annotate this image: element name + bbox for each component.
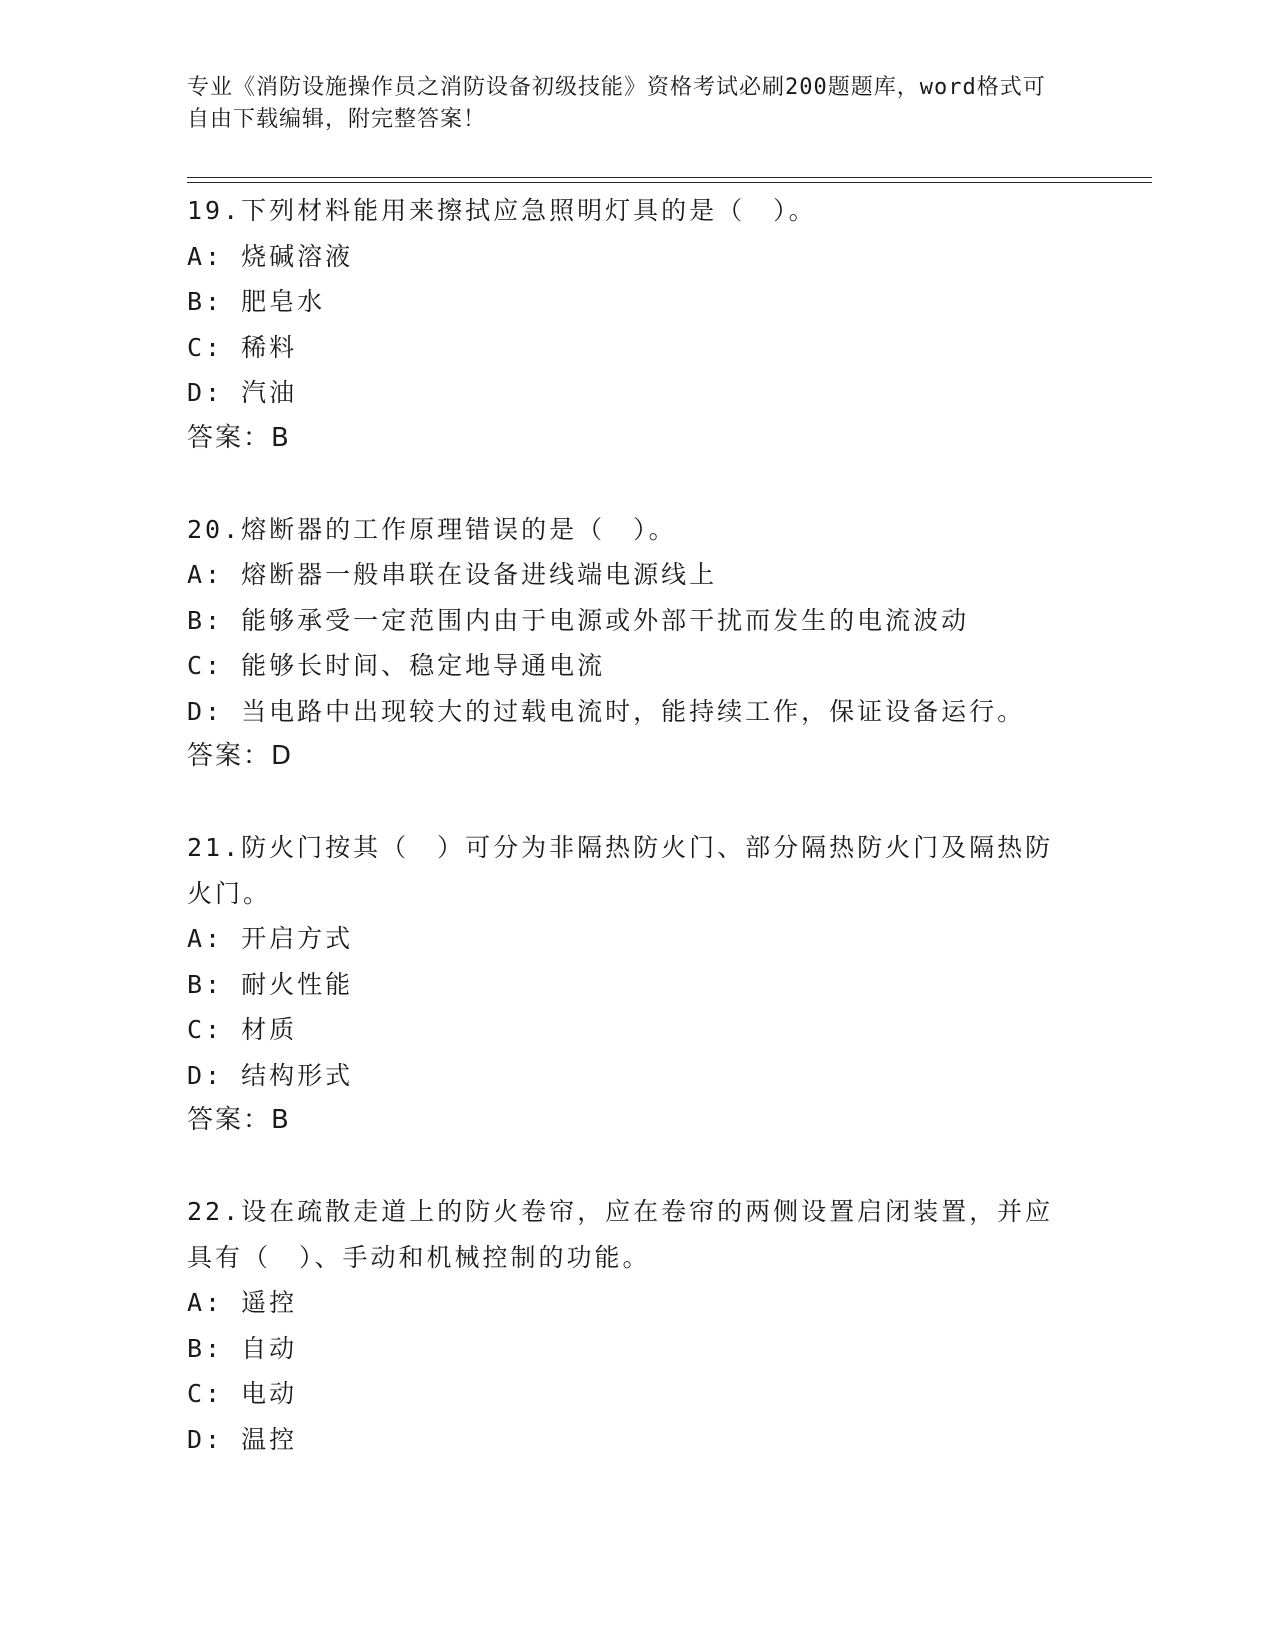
option-d: D: 温控 <box>187 1424 298 1454</box>
option-c: C: 稀料 <box>187 332 298 362</box>
question-spacer <box>187 780 1077 826</box>
answer-line: 答案：B <box>187 1105 291 1135</box>
option-c: C: 材质 <box>187 1015 298 1044</box>
option-d: D: 汽油 <box>187 378 298 407</box>
question-21 <box>187 825 1077 1144</box>
answer-line: 答案：B <box>187 422 291 453</box>
option-b: B: 肥皂水 <box>187 287 326 316</box>
option-d: D: 当电路中出现较大的过载电流时，能持续工作，保证设备运行。 <box>187 696 1026 726</box>
header-divider-top <box>187 177 1152 178</box>
option-a: A: 熔断器一般串联在设备进线端电源线上 <box>187 560 718 589</box>
document-header: 专业《消防设施操作员之消防设备初级技能》资格考试必刷200题题库，word格式可自由下载编辑，附完整答案！ <box>187 75 1046 132</box>
question-spacer <box>187 461 1077 507</box>
option-b: B: 自动 <box>187 1333 298 1363</box>
option-b: B: 能够承受一定范围内由于电源或外部干扰而发生的电流波动 <box>187 605 970 635</box>
option-c: C: 电动 <box>187 1379 298 1408</box>
question-19 <box>187 188 1077 461</box>
option-a: A: 开启方式 <box>187 924 354 953</box>
option-a: A: 烧碱溶液 <box>187 241 354 271</box>
option-a: A: 遥控 <box>187 1288 298 1317</box>
answer-line: 答案：D <box>187 741 294 771</box>
question-20 <box>187 507 1077 780</box>
question-spacer <box>187 1144 1077 1190</box>
header-divider-bottom <box>187 182 1152 183</box>
question-22 <box>187 1189 1077 1462</box>
question-list <box>187 188 1077 1462</box>
option-d: D: 结构形式 <box>187 1060 354 1090</box>
question-stem: 21.防火门按其（ ）可分为非隔热防火门、部分隔热防火门及隔热防火门。 <box>187 833 1054 908</box>
option-c: C: 能够长时间、稳定地导通电流 <box>187 651 606 680</box>
question-stem: 20.熔断器的工作原理错误的是（ ）。 <box>187 514 677 544</box>
question-stem: 22.设在疏散走道上的防火卷帘，应在卷帘的两侧设置启闭装置，并应具有（ ）、手动和机械控制的功能。 <box>187 1197 1054 1272</box>
option-b: B: 耐火性能 <box>187 969 354 999</box>
question-stem: 19.下列材料能用来擦拭应急照明灯具的是（ ）。 <box>187 196 817 225</box>
